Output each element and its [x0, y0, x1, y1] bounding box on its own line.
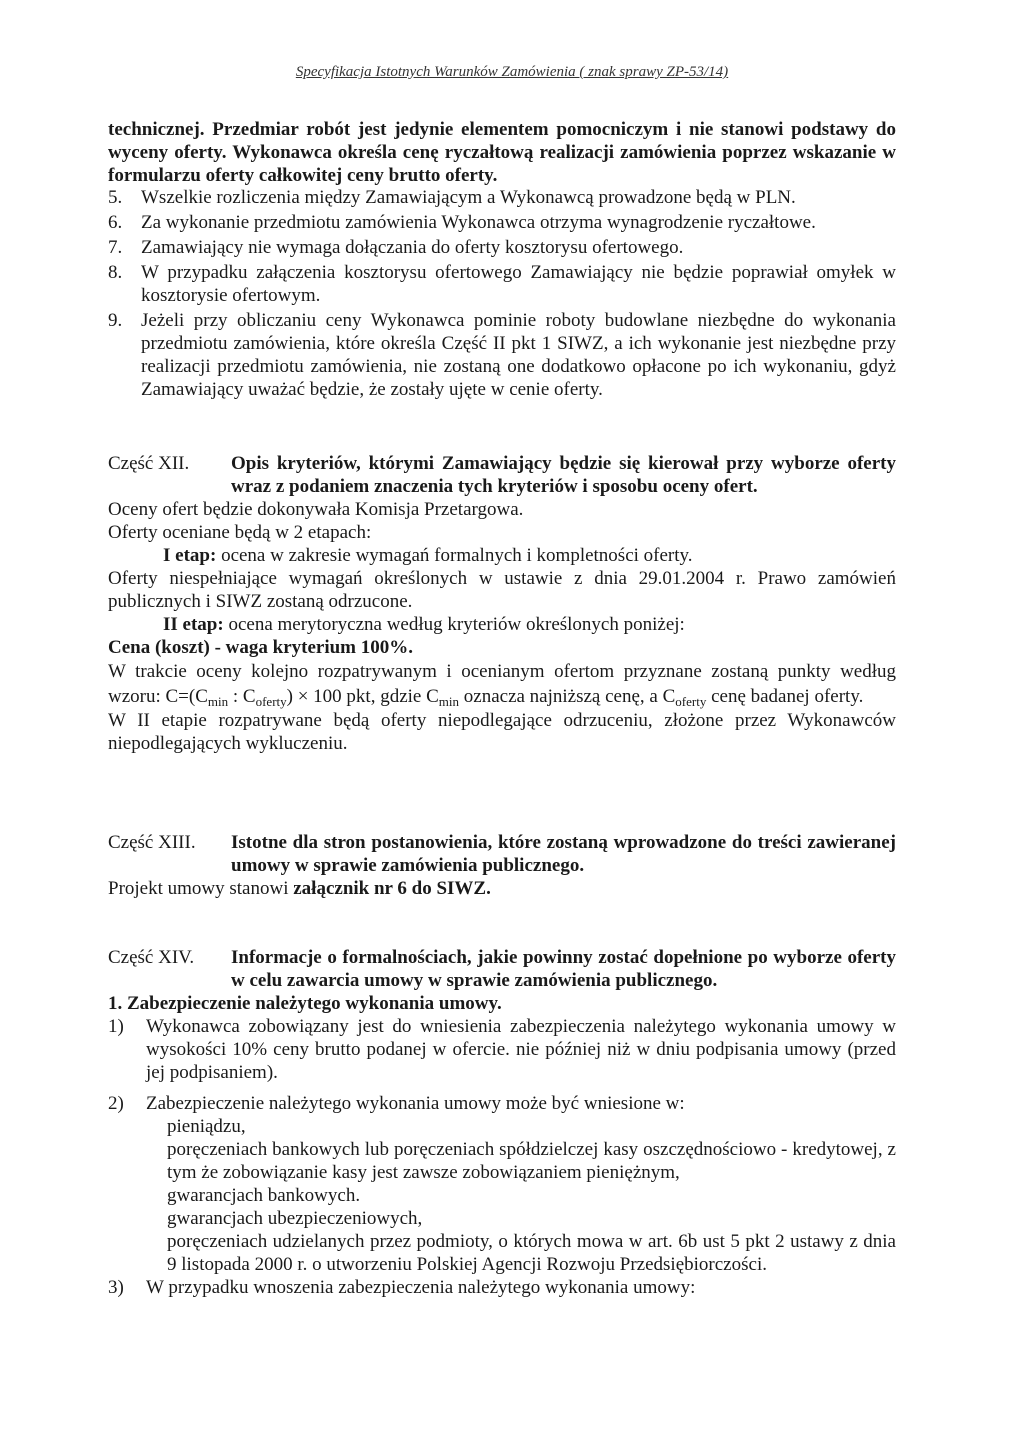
- list-item: [108, 261, 896, 307]
- section-heading: [108, 946, 896, 992]
- numbered-list: [108, 186, 896, 401]
- list-item-number: 2): [108, 1093, 124, 1114]
- list-item-number: 1): [108, 1016, 124, 1037]
- list-item-text: Jeżeli przy obliczaniu ceny Wykonawca pominie roboty budowlane niezbędne do wykonania przedmiotu zamówienia, które określa Część II pkt 1 SIWZ, a ich wykonanie jest niezbędne przy realizacji przedmiotu zamówienia, nie zostaną one dodatkowo opłacone po ich wykonaniu, gdyż Zamawiający uważać będzie, że zostały ujęte w cenie oferty.: [141, 310, 896, 400]
- section-heading: [108, 831, 896, 877]
- paragraph: W II etapie rozpatrywane będą oferty niepodlegające odrzuceniu, złożone przez Wykonawców niepodlegających wykluczeniu.: [108, 710, 896, 754]
- formula-subscript: min: [207, 694, 229, 709]
- formula-subscript: oferty: [255, 694, 287, 709]
- paragraph: Oferty niespełniające wymagań określonych w ustawie z dnia 29.01.2004 r. Prawo zamówień publicznych i SIWZ zostaną odrzucone.: [108, 568, 896, 612]
- stage-two: [108, 613, 896, 636]
- section-heading: [108, 452, 896, 498]
- list-item-text: W przypadku załączenia kosztorysu ofertowego Zamawiający nie będzie poprawiał omyłek w kosztorysie ofertowym.: [141, 262, 896, 306]
- list-item: [108, 211, 896, 234]
- paragraph: Oceny ofert będzie dokonywała Komisja Przetargowa.: [108, 499, 524, 520]
- list-item-number: 7.: [108, 237, 123, 258]
- paragraph: Oferty oceniane będą w 2 etapach:: [108, 522, 372, 543]
- stage-label: I etap:: [163, 545, 217, 566]
- list-item-text: W przypadku wnoszenia zabezpieczenia należytego wykonania umowy:: [146, 1277, 696, 1298]
- list-item-number: 3): [108, 1277, 124, 1298]
- section-title: Informacje o formalnościach, jakie powinny zostać dopełnione po wyborze oferty w celu zawarcia umowy w sprawie zamówienia publicznego.: [231, 947, 896, 991]
- formula-subscript: min: [438, 694, 460, 709]
- list-item: [108, 1015, 896, 1084]
- list-item-number: 9.: [108, 310, 123, 331]
- list-item-text: Wszelkie rozliczenia między Zamawiającym a Wykonawcą prowadzone będą w PLN.: [141, 187, 796, 208]
- section-label: Część XIII.: [108, 832, 196, 853]
- section-title: Opis kryteriów, którymi Zamawiający będzie się kierował przy wyborze oferty wraz z podaniem znaczenia tych kryteriów i sposobu oceny ofert.: [231, 453, 896, 497]
- paragraph-text: Projekt umowy stanowi: [108, 878, 294, 899]
- stage-one: [108, 544, 896, 567]
- list-item: [108, 1092, 896, 1115]
- section-part-12: [108, 452, 896, 755]
- formula-text: W trakcie oceny kolejno rozpatrywanym i ocenianym ofertom przyznane zostaną punkty według wzoru: C=(C: [108, 661, 896, 707]
- list-item-number: 6.: [108, 212, 123, 233]
- list-item-text: Za wykonanie przedmiotu zamówienia Wykonawca otrzyma wynagrodzenie ryczałtowe.: [141, 212, 816, 233]
- list-item: gwarancjach ubezpieczeniowych,: [167, 1208, 423, 1229]
- formula-text: oznacza najniższą cenę, a C: [459, 686, 676, 707]
- section-title: Istotne dla stron postanowienia, które zostaną wprowadzone do treści zawieranej umowy w sprawie zamówienia publicznego.: [231, 832, 896, 876]
- formula-paragraph: [108, 659, 896, 709]
- section-part-14: [108, 946, 896, 1299]
- section-label: Część XII.: [108, 453, 190, 474]
- list-item-text: Zamawiający nie wymaga dołączania do oferty kosztorysu ofertowego.: [141, 237, 684, 258]
- list-item: poręczeniach udzielanych przez podmioty, o których mowa w art. 6b ust 5 pkt 2 ustawy z dnia 9 listopada 2000 r. o utworzeniu Polskiej Agencji Rozwoju Przedsiębiorczości.: [167, 1231, 896, 1275]
- page-header: Specyfikacja Istotnych Warunków Zamówienia ( znak sprawy ZP-53/14): [295, 64, 729, 80]
- formula-text: : C: [228, 686, 256, 707]
- list-item-number: 5.: [108, 187, 123, 208]
- subsection-heading: 1. Zabezpieczenie należytego wykonania umowy.: [108, 993, 502, 1014]
- paragraph: [108, 877, 896, 900]
- criterion-line: Cena (koszt) - waga kryterium 100%.: [108, 637, 414, 658]
- stage-label: II etap:: [163, 614, 224, 635]
- stage-text: ocena w zakresie wymagań formalnych i kompletności oferty.: [221, 545, 693, 566]
- stage-text: ocena merytoryczna według kryteriów określonych poniżej:: [228, 614, 685, 635]
- list-item: [108, 236, 896, 259]
- formula-subscript: oferty: [675, 694, 707, 709]
- list-item: [108, 186, 896, 209]
- formula-text: cenę badanej oferty.: [706, 686, 864, 707]
- list-item: [108, 1276, 896, 1299]
- intro-paragraph: technicznej. Przedmiar robót jest jedynie elementem pomocniczym i nie stanowi podstawy do wyceny oferty. Wykonawca określa cenę ryczałtową realizacji zamówienia poprzez wskazanie w formularzu oferty całkowitej ceny brutto oferty.: [108, 119, 896, 186]
- section-label: Część XIV.: [108, 947, 195, 968]
- list-item: poręczeniach bankowych lub poręczeniach spółdzielczej kasy oszczędnościowo - kredytowej, z tym że zobowiązanie kasy jest zawsze zobowiązaniem pieniężnym,: [167, 1139, 896, 1183]
- security-forms-list: [108, 1115, 896, 1276]
- list-item-number: 8.: [108, 262, 123, 283]
- attachment-reference: załącznik nr 6 do SIWZ.: [293, 878, 491, 899]
- list-item: [108, 309, 896, 401]
- list-item: pieniądzu,: [167, 1116, 246, 1137]
- list-item: gwarancjach bankowych.: [167, 1185, 361, 1206]
- formula-text: ) × 100 pkt, gdzie C: [286, 686, 439, 707]
- list-item-text: Zabezpieczenie należytego wykonania umowy może być wniesione w:: [146, 1093, 685, 1114]
- section-part-13: [108, 831, 896, 900]
- list-item-text: Wykonawca zobowiązany jest do wniesienia zabezpieczenia należytego wykonania umowy w wysokości 10% ceny brutto podanej w ofercie. nie później niż w dniu podpisania umowy (przed jej podpisaniem).: [146, 1016, 896, 1083]
